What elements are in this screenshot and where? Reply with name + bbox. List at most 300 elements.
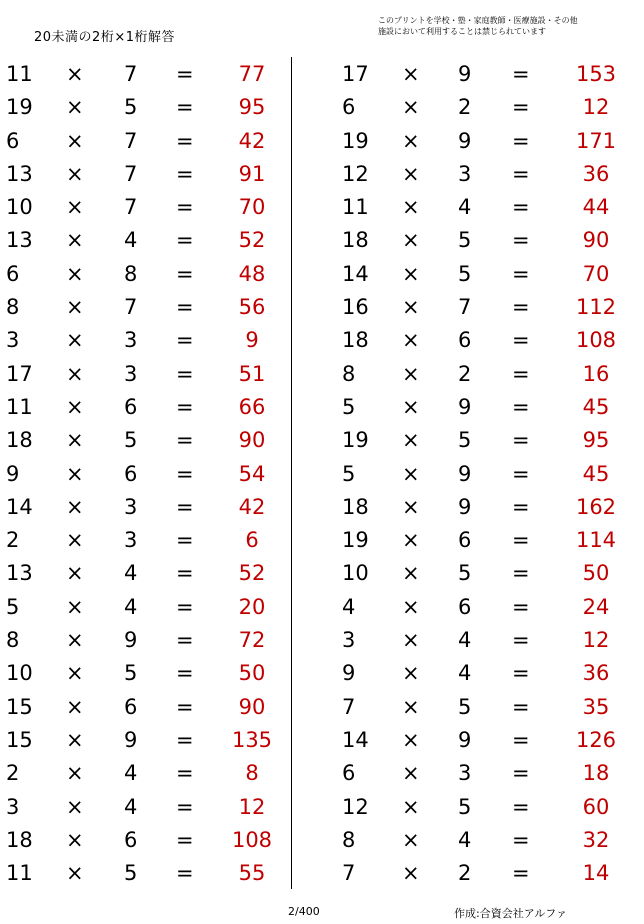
equals-sign: = <box>176 461 194 486</box>
multiplicand: 5 <box>342 394 356 419</box>
multiplicand: 5 <box>342 461 356 486</box>
usage-notice-line-2: 施設において利用することは禁じられています <box>378 27 546 36</box>
problem-row <box>0 790 290 823</box>
equals-sign: = <box>512 461 530 486</box>
multiplier: 3 <box>124 528 138 553</box>
problem-row <box>0 423 290 456</box>
times-sign: × <box>402 328 420 353</box>
times-sign: × <box>66 794 84 819</box>
problem-row <box>334 690 624 723</box>
problem-row <box>0 223 290 256</box>
times-sign: × <box>66 528 84 553</box>
multiplier: 4 <box>458 827 472 852</box>
multiplicand: 6 <box>342 95 356 120</box>
problem-row <box>334 556 624 589</box>
multiplier: 3 <box>458 761 472 786</box>
problem-row <box>0 257 290 290</box>
times-sign: × <box>66 261 84 286</box>
problem-row <box>0 323 290 356</box>
equals-sign: = <box>512 628 530 653</box>
problem-row <box>334 423 624 456</box>
equals-sign: = <box>512 661 530 686</box>
problem-row <box>334 390 624 423</box>
multiplier: 4 <box>124 228 138 253</box>
equals-sign: = <box>176 528 194 553</box>
problem-row <box>334 723 624 756</box>
multiplicand: 19 <box>342 428 369 453</box>
multiplier: 9 <box>458 461 472 486</box>
problem-row <box>334 124 624 157</box>
problem-row <box>334 523 624 556</box>
times-sign: × <box>66 661 84 686</box>
answer: 126 <box>575 727 617 752</box>
times-sign: × <box>66 394 84 419</box>
multiplicand: 11 <box>6 394 33 419</box>
times-sign: × <box>402 128 420 153</box>
answer: 114 <box>575 528 617 553</box>
multiplier: 6 <box>458 528 472 553</box>
multiplier: 3 <box>124 328 138 353</box>
problem-row <box>334 157 624 190</box>
multiplicand: 3 <box>6 794 20 819</box>
multiplier: 5 <box>458 428 472 453</box>
problem-row <box>0 723 290 756</box>
times-sign: × <box>66 161 84 186</box>
multiplicand: 6 <box>6 261 20 286</box>
answer: 24 <box>582 594 610 619</box>
times-sign: × <box>402 261 420 286</box>
multiplicand: 15 <box>6 727 33 752</box>
equals-sign: = <box>512 62 530 86</box>
multiplier: 3 <box>124 361 138 386</box>
multiplier: 9 <box>124 727 138 752</box>
equals-sign: = <box>512 428 530 453</box>
multiplier: 2 <box>458 861 472 886</box>
times-sign: × <box>66 195 84 220</box>
answer: 9 <box>245 328 259 353</box>
equals-sign: = <box>176 594 194 619</box>
times-sign: × <box>66 494 84 519</box>
answer: 72 <box>238 628 266 653</box>
problem-row <box>0 590 290 623</box>
times-sign: × <box>66 295 84 320</box>
multiplicand: 2 <box>6 528 20 553</box>
multiplier: 4 <box>458 661 472 686</box>
answer: 45 <box>582 461 610 486</box>
problem-row <box>0 357 290 390</box>
multiplicand: 10 <box>342 561 369 586</box>
times-sign: × <box>402 195 420 220</box>
problem-row <box>0 290 290 323</box>
equals-sign: = <box>176 95 194 120</box>
problem-row <box>334 57 624 90</box>
multiplier: 7 <box>124 128 138 153</box>
times-sign: × <box>402 62 420 86</box>
answer: 95 <box>582 428 610 453</box>
multiplier: 9 <box>458 128 472 153</box>
problem-row <box>334 190 624 223</box>
multiplicand: 18 <box>6 827 33 852</box>
multiplicand: 8 <box>6 628 20 653</box>
problem-row <box>334 257 624 290</box>
equals-sign: = <box>512 528 530 553</box>
multiplicand: 19 <box>342 128 369 153</box>
multiplier: 5 <box>124 861 138 886</box>
multiplier: 8 <box>124 261 138 286</box>
multiplier: 6 <box>124 461 138 486</box>
problem-row <box>334 623 624 656</box>
answer: 50 <box>582 561 610 586</box>
answer: 6 <box>245 528 259 553</box>
answer: 153 <box>575 62 617 86</box>
equals-sign: = <box>512 394 530 419</box>
equals-sign: = <box>512 95 530 120</box>
answer: 42 <box>238 128 266 153</box>
equals-sign: = <box>512 228 530 253</box>
equals-sign: = <box>512 727 530 752</box>
multiplicand: 15 <box>6 694 33 719</box>
times-sign: × <box>402 394 420 419</box>
problem-row <box>0 57 290 90</box>
times-sign: × <box>402 694 420 719</box>
answer: 60 <box>582 794 610 819</box>
times-sign: × <box>402 628 420 653</box>
problem-row <box>334 457 624 490</box>
equals-sign: = <box>176 628 194 653</box>
equals-sign: = <box>512 128 530 153</box>
problem-row <box>334 323 624 356</box>
equals-sign: = <box>512 594 530 619</box>
multiplier: 4 <box>458 628 472 653</box>
usage-notice <box>378 15 618 37</box>
multiplier: 5 <box>458 228 472 253</box>
answer: 90 <box>238 428 266 453</box>
multiplicand: 19 <box>6 95 33 120</box>
equals-sign: = <box>176 827 194 852</box>
multiplier: 5 <box>124 428 138 453</box>
answer: 12 <box>582 95 610 120</box>
multiplier: 7 <box>124 195 138 220</box>
multiplicand: 18 <box>342 228 369 253</box>
times-sign: × <box>66 727 84 752</box>
problem-row <box>0 157 290 190</box>
answer: 171 <box>575 128 617 153</box>
equals-sign: = <box>512 195 530 220</box>
answer: 108 <box>231 827 273 852</box>
times-sign: × <box>66 228 84 253</box>
answer: 35 <box>582 694 610 719</box>
multiplicand: 18 <box>342 494 369 519</box>
equals-sign: = <box>176 328 194 353</box>
problem-row <box>0 623 290 656</box>
times-sign: × <box>402 761 420 786</box>
usage-notice-line-1: このプリントを学校・塾・家庭教師・医療施設・その他 <box>378 16 578 25</box>
equals-sign: = <box>512 561 530 586</box>
multiplicand: 13 <box>6 228 33 253</box>
problem-row <box>0 124 290 157</box>
multiplier: 3 <box>124 494 138 519</box>
times-sign: × <box>402 827 420 852</box>
problem-row <box>0 823 290 856</box>
answer: 36 <box>582 661 610 686</box>
equals-sign: = <box>176 561 194 586</box>
times-sign: × <box>66 461 84 486</box>
times-sign: × <box>402 161 420 186</box>
equals-sign: = <box>176 62 194 86</box>
equals-sign: = <box>512 261 530 286</box>
problem-row <box>334 290 624 323</box>
answer: 95 <box>238 95 266 120</box>
left-problem-column <box>0 57 290 889</box>
problem-row <box>334 823 624 856</box>
multiplicand: 13 <box>6 561 33 586</box>
multiplier: 6 <box>124 827 138 852</box>
answer: 18 <box>582 761 610 786</box>
problem-row <box>334 490 624 523</box>
times-sign: × <box>402 494 420 519</box>
equals-sign: = <box>176 195 194 220</box>
equals-sign: = <box>512 494 530 519</box>
multiplier: 9 <box>458 727 472 752</box>
problem-row <box>0 390 290 423</box>
times-sign: × <box>402 428 420 453</box>
multiplicand: 9 <box>342 661 356 686</box>
equals-sign: = <box>512 295 530 320</box>
answer: 108 <box>575 328 617 353</box>
equals-sign: = <box>176 161 194 186</box>
equals-sign: = <box>512 794 530 819</box>
answer: 77 <box>238 62 266 86</box>
equals-sign: = <box>176 861 194 886</box>
equals-sign: = <box>512 827 530 852</box>
equals-sign: = <box>512 861 530 886</box>
problem-row <box>334 223 624 256</box>
answer: 20 <box>238 594 266 619</box>
answer: 70 <box>582 261 610 286</box>
multiplier: 9 <box>458 494 472 519</box>
multiplicand: 13 <box>6 161 33 186</box>
times-sign: × <box>66 128 84 153</box>
problem-row <box>0 457 290 490</box>
multiplier: 4 <box>124 594 138 619</box>
answer: 52 <box>238 228 266 253</box>
problem-row <box>0 756 290 789</box>
times-sign: × <box>402 861 420 886</box>
answer: 90 <box>238 694 266 719</box>
times-sign: × <box>66 628 84 653</box>
times-sign: × <box>66 861 84 886</box>
times-sign: × <box>402 95 420 120</box>
multiplicand: 10 <box>6 661 33 686</box>
equals-sign: = <box>512 761 530 786</box>
multiplicand: 12 <box>342 794 369 819</box>
multiplicand: 3 <box>342 628 356 653</box>
answer: 32 <box>582 827 610 852</box>
answer: 36 <box>582 161 610 186</box>
answer: 51 <box>238 361 266 386</box>
multiplicand: 6 <box>6 128 20 153</box>
multiplicand: 8 <box>342 361 356 386</box>
answer: 44 <box>582 195 610 220</box>
equals-sign: = <box>176 727 194 752</box>
multiplicand: 7 <box>342 861 356 886</box>
multiplier: 7 <box>124 161 138 186</box>
equals-sign: = <box>176 228 194 253</box>
multiplier: 9 <box>124 628 138 653</box>
multiplicand: 8 <box>6 295 20 320</box>
answer: 70 <box>238 195 266 220</box>
multiplier: 5 <box>458 794 472 819</box>
equals-sign: = <box>512 694 530 719</box>
answer: 12 <box>238 794 266 819</box>
multiplier: 4 <box>124 761 138 786</box>
multiplier: 5 <box>458 694 472 719</box>
problem-row <box>334 790 624 823</box>
multiplicand: 6 <box>342 761 356 786</box>
right-problem-column <box>334 57 624 889</box>
times-sign: × <box>402 661 420 686</box>
equals-sign: = <box>176 494 194 519</box>
multiplier: 5 <box>458 261 472 286</box>
equals-sign: = <box>512 161 530 186</box>
answer: 14 <box>582 861 610 886</box>
equals-sign: = <box>176 128 194 153</box>
problem-row <box>334 90 624 123</box>
answer: 162 <box>575 494 617 519</box>
equals-sign: = <box>176 794 194 819</box>
problem-row <box>334 357 624 390</box>
times-sign: × <box>66 694 84 719</box>
multiplicand: 18 <box>6 428 33 453</box>
times-sign: × <box>66 561 84 586</box>
problem-row <box>0 656 290 689</box>
multiplicand: 8 <box>342 827 356 852</box>
multiplicand: 9 <box>6 461 20 486</box>
problem-row <box>334 856 624 889</box>
times-sign: × <box>66 95 84 120</box>
multiplier: 5 <box>458 561 472 586</box>
multiplicand: 18 <box>342 328 369 353</box>
multiplicand: 5 <box>6 594 20 619</box>
multiplier: 3 <box>458 161 472 186</box>
page-number: 2/400 <box>288 905 320 918</box>
multiplicand: 14 <box>342 261 369 286</box>
problem-row <box>0 690 290 723</box>
answer: 52 <box>238 561 266 586</box>
problem-row <box>334 656 624 689</box>
problem-row <box>0 490 290 523</box>
column-divider <box>291 57 292 889</box>
multiplicand: 11 <box>342 195 369 220</box>
multiplicand: 12 <box>342 161 369 186</box>
equals-sign: = <box>176 694 194 719</box>
problem-row <box>0 856 290 889</box>
multiplicand: 2 <box>6 761 20 786</box>
multiplicand: 14 <box>342 727 369 752</box>
answer: 42 <box>238 494 266 519</box>
answer: 48 <box>238 261 266 286</box>
equals-sign: = <box>176 428 194 453</box>
problem-row <box>334 590 624 623</box>
multiplier: 5 <box>124 95 138 120</box>
answer: 91 <box>238 161 266 186</box>
problem-row <box>0 190 290 223</box>
times-sign: × <box>402 794 420 819</box>
times-sign: × <box>402 295 420 320</box>
multiplier: 2 <box>458 361 472 386</box>
multiplier: 9 <box>458 394 472 419</box>
multiplicand: 17 <box>6 361 33 386</box>
multiplicand: 17 <box>342 62 369 86</box>
times-sign: × <box>402 228 420 253</box>
answer: 50 <box>238 661 266 686</box>
multiplicand: 4 <box>342 594 356 619</box>
multiplier: 9 <box>458 62 472 86</box>
multiplicand: 11 <box>6 62 33 86</box>
multiplier: 4 <box>124 794 138 819</box>
answer: 54 <box>238 461 266 486</box>
multiplier: 6 <box>124 394 138 419</box>
equals-sign: = <box>512 361 530 386</box>
problem-row <box>0 556 290 589</box>
multiplier: 6 <box>458 594 472 619</box>
multiplicand: 3 <box>6 328 20 353</box>
multiplier: 6 <box>124 694 138 719</box>
answer: 112 <box>575 295 617 320</box>
equals-sign: = <box>176 661 194 686</box>
multiplier: 2 <box>458 95 472 120</box>
equals-sign: = <box>512 328 530 353</box>
answer: 12 <box>582 628 610 653</box>
answer: 55 <box>238 861 266 886</box>
multiplier: 4 <box>124 561 138 586</box>
multiplier: 6 <box>458 328 472 353</box>
times-sign: × <box>402 594 420 619</box>
equals-sign: = <box>176 295 194 320</box>
times-sign: × <box>66 594 84 619</box>
times-sign: × <box>66 62 84 86</box>
multiplicand: 16 <box>342 295 369 320</box>
multiplier: 5 <box>124 661 138 686</box>
times-sign: × <box>402 727 420 752</box>
multiplier: 7 <box>458 295 472 320</box>
author-credit: 作成:合資会社アルファ <box>454 907 568 920</box>
times-sign: × <box>66 761 84 786</box>
problem-row <box>334 756 624 789</box>
answer: 8 <box>245 761 259 786</box>
page-title: 20未満の2桁×1桁解答 <box>34 30 175 45</box>
multiplicand: 10 <box>6 195 33 220</box>
multiplicand: 11 <box>6 861 33 886</box>
times-sign: × <box>402 561 420 586</box>
answer: 16 <box>582 361 610 386</box>
answer: 45 <box>582 394 610 419</box>
times-sign: × <box>66 328 84 353</box>
times-sign: × <box>402 528 420 553</box>
answer: 56 <box>238 295 266 320</box>
equals-sign: = <box>176 761 194 786</box>
multiplicand: 14 <box>6 494 33 519</box>
multiplier: 4 <box>458 195 472 220</box>
equals-sign: = <box>176 361 194 386</box>
equals-sign: = <box>176 394 194 419</box>
multiplier: 7 <box>124 62 138 86</box>
times-sign: × <box>402 461 420 486</box>
problem-row <box>0 523 290 556</box>
multiplier: 7 <box>124 295 138 320</box>
times-sign: × <box>402 361 420 386</box>
answer: 135 <box>231 727 273 752</box>
